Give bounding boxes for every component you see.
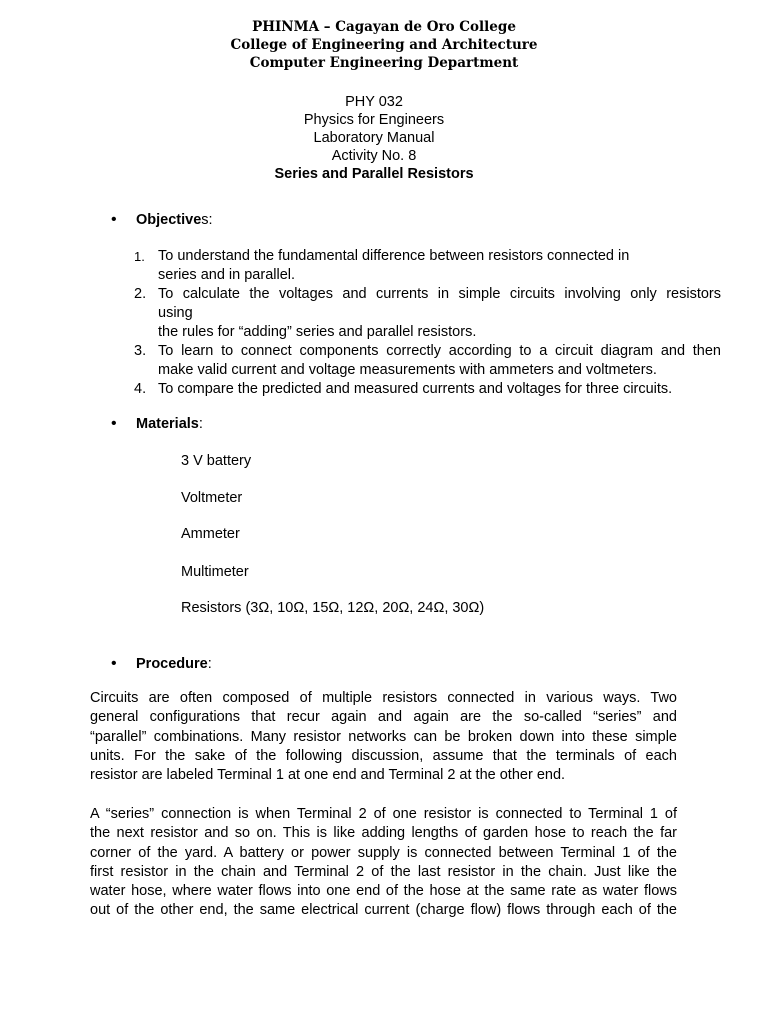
procedure-heading-rest: : — [207, 656, 212, 672]
objectives-heading-bold: Objective — [136, 212, 202, 228]
paragraph-line: first resistor in the chain and Terminal 2 of the last resistor in the chain. Just like the — [90, 863, 677, 880]
objective-line: To learn to connect components correctly according to a circuit diagram and then — [158, 343, 721, 359]
paragraph-line: out of the other end, the same electrical current (charge flow) flows through each of the — [90, 902, 677, 919]
objective-line: To compare the predicted and measured currents and voltages for three circuits. — [158, 381, 673, 397]
material-item: Resistors (3Ω, 10Ω, 15Ω, 12Ω, 20Ω, 24Ω, 30Ω) — [181, 600, 485, 616]
procedure-paragraph — [90, 805, 677, 921]
institution-header — [0, 18, 768, 72]
paragraph-line: general configurations that recur again and again are the so-called “series” and — [90, 709, 677, 726]
objective-number: 1. — [134, 249, 145, 264]
activity-number: Activity No. 8 — [331, 148, 417, 164]
paragraph-line: corner of the yard. A battery or power supply is connected between Terminal 1 of the — [90, 844, 677, 861]
materials-bullet: • — [111, 415, 117, 432]
paragraph-line: A “series” connection is when Terminal 2 of one resistor is connected to Terminal 1 of — [90, 806, 677, 822]
objective-number: 4. — [134, 381, 147, 397]
objective-line: series and in parallel. — [158, 267, 296, 283]
paragraph-line: “parallel” combinations. Many resistor networks can be broken down into these simple — [90, 728, 677, 745]
objective-line: the rules for “adding” series and parallel resistors. — [158, 324, 477, 340]
paragraph-line: resistor are labeled Terminal 1 at one end and Terminal 2 at the other end. — [90, 767, 566, 784]
institution-name: PHINMA – Cagayan de Oro College — [252, 19, 516, 35]
activity-title: Series and Parallel Resistors — [274, 166, 474, 182]
materials-heading-bold: Materials — [136, 416, 199, 432]
objective-item — [158, 380, 721, 399]
paragraph-line: water hose, where water flows into one end of the hose at the same rate as water flows — [90, 883, 677, 900]
objective-number: 2. — [134, 286, 147, 302]
paragraph-line: units. For the sake of the following discussion, assume that the terminals of each — [90, 747, 677, 764]
objectives-heading-rest: s: — [201, 212, 213, 228]
department-name: Computer Engineering Department — [249, 55, 519, 71]
objective-item — [158, 247, 721, 285]
paragraph-line: Circuits are often composed of multiple resistors connected in various ways. Two — [90, 690, 677, 706]
manual-label: Laboratory Manual — [313, 130, 435, 146]
objective-line: To understand the fundamental difference between resistors connected in — [158, 248, 630, 264]
college-name: College of Engineering and Architecture — [230, 37, 538, 53]
objective-line: To calculate the voltages and currents in simple circuits involving only resistors — [158, 286, 721, 302]
objective-line: make valid current and voltage measurements with ammeters and voltmeters. — [158, 362, 657, 378]
course-code: PHY 032 — [345, 94, 403, 110]
objectives-heading — [136, 211, 213, 229]
objectives-bullet: • — [111, 211, 117, 228]
material-item: Ammeter — [181, 526, 240, 542]
objective-item — [158, 342, 721, 380]
procedure-heading-bold: Procedure — [136, 656, 208, 672]
materials-heading — [136, 415, 203, 433]
procedure-bullet: • — [111, 655, 117, 672]
materials-heading-rest: : — [198, 416, 203, 432]
objective-line: using — [158, 305, 193, 321]
objective-item — [158, 285, 721, 342]
material-item: Multimeter — [181, 564, 249, 580]
course-block — [0, 93, 748, 183]
procedure-heading — [136, 655, 212, 673]
material-item: 3 V battery — [181, 453, 252, 469]
objective-number: 3. — [134, 343, 147, 359]
paragraph-line: the next resistor and so on. This is like adding lengths of garden hose to reach the far — [90, 825, 677, 842]
material-item: Voltmeter — [181, 490, 243, 506]
course-name: Physics for Engineers — [303, 112, 445, 128]
procedure-paragraph — [90, 689, 677, 785]
